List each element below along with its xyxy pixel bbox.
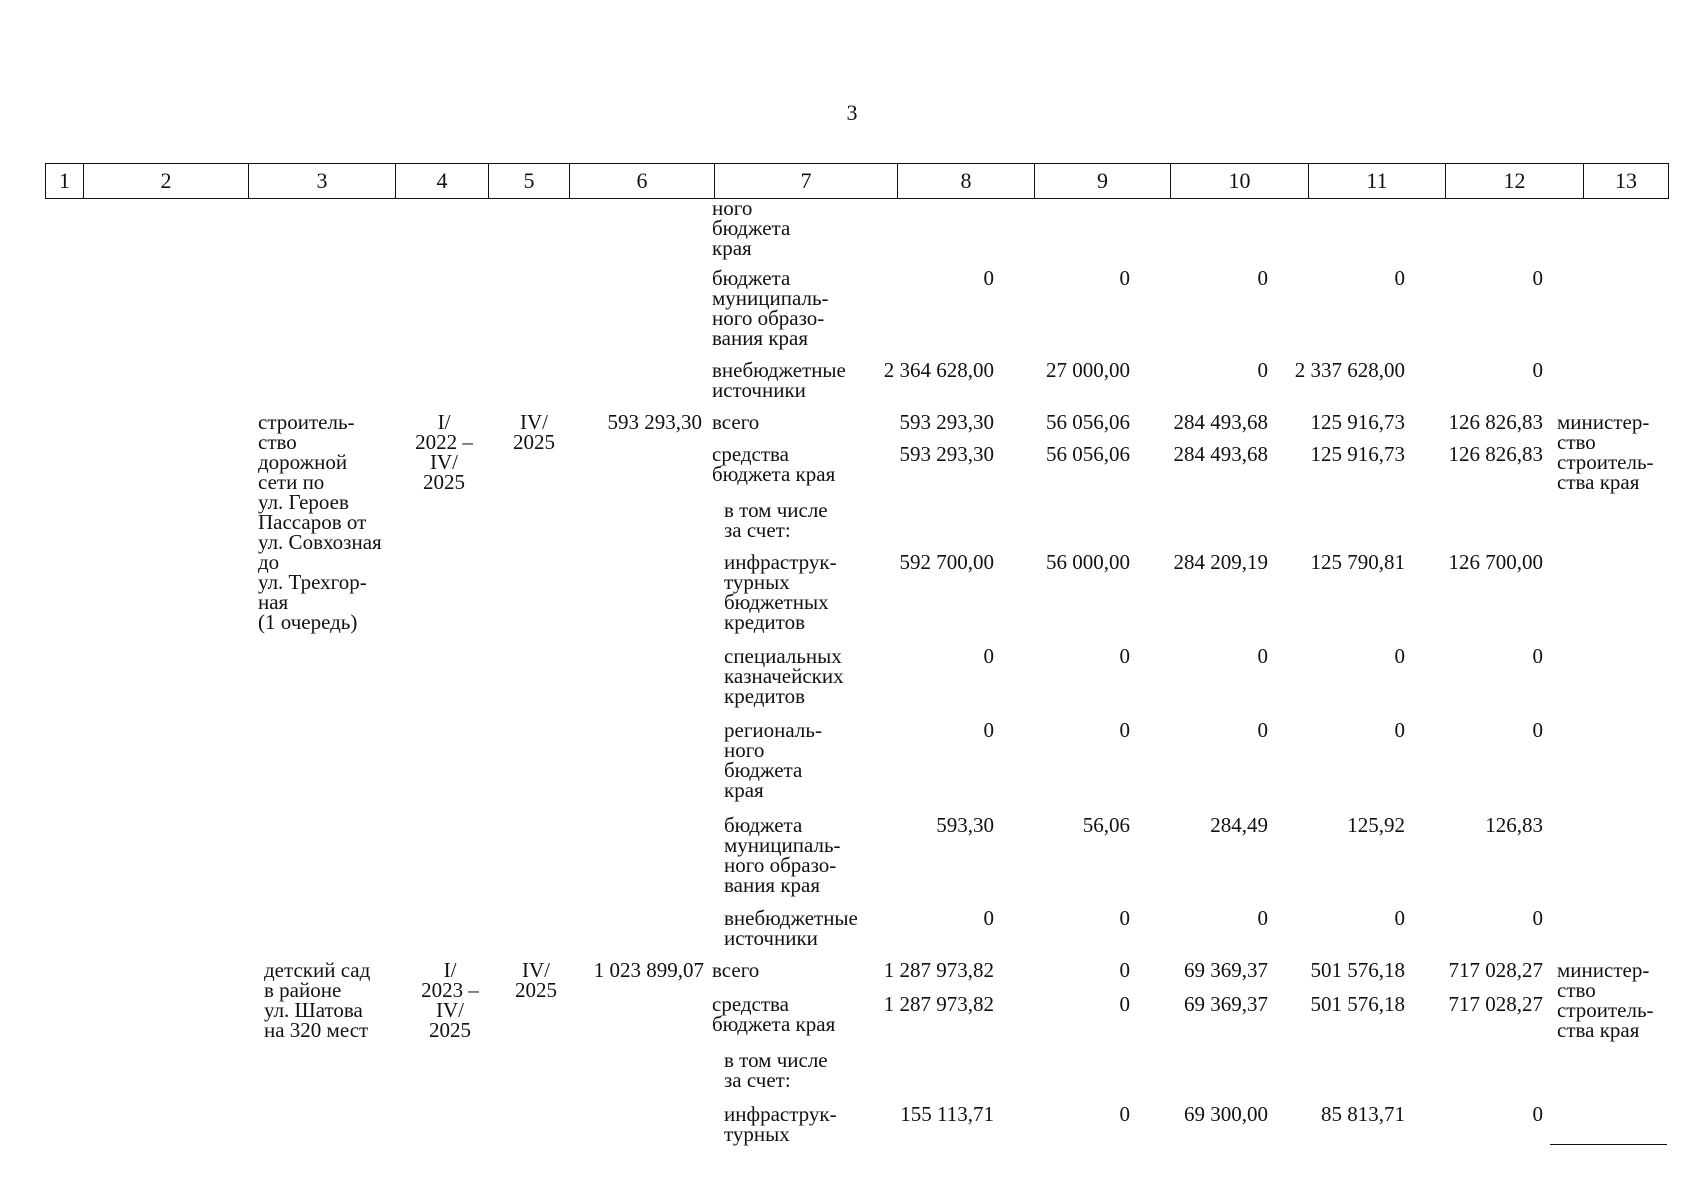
- value-cell: 0: [1394, 718, 1405, 742]
- end-period: [506, 412, 562, 452]
- row-label-line: бюджета: [724, 813, 803, 837]
- responsible-party-line: строитель-: [1557, 998, 1654, 1022]
- object-name-line: ство: [258, 430, 297, 454]
- object-name-line: дорожной: [258, 450, 348, 474]
- value-cell: 0: [1532, 644, 1543, 668]
- value-cell: 593 293,30: [899, 410, 994, 434]
- value-cell: 125 916,73: [1310, 442, 1405, 466]
- value-cell: 717 028,27: [1448, 958, 1543, 982]
- start-period-line: 2022 –: [415, 430, 473, 454]
- row-label-line: средства: [712, 992, 790, 1016]
- row-label-line: вания края: [724, 873, 821, 897]
- value-cell: 126,83: [1485, 813, 1543, 837]
- responsible-party: [1557, 960, 1654, 1040]
- row-label-line: турных: [724, 1122, 790, 1146]
- value-cell: 501 576,18: [1310, 992, 1405, 1016]
- row-label-line: кредитов: [724, 684, 805, 708]
- column-header: 5: [489, 164, 570, 199]
- value-cell: 717 028,27: [1448, 992, 1543, 1016]
- row-label-line: вания края: [712, 326, 809, 350]
- start-period-line: 2025: [423, 470, 465, 494]
- row-label: [712, 994, 835, 1034]
- value-cell: 284 493,68: [1173, 442, 1268, 466]
- row-label: [724, 552, 837, 632]
- row-label: [724, 646, 844, 706]
- value-cell: 125,92: [1347, 813, 1405, 837]
- start-period-line: I/: [437, 410, 451, 434]
- start-period-line: IV/: [436, 998, 464, 1022]
- row-label-line: ного: [724, 738, 765, 762]
- row-label-line: бюджета: [712, 216, 791, 240]
- row-label-line: бюджета края: [712, 1012, 836, 1036]
- value-cell: 593,30: [936, 813, 994, 837]
- row-label-line: края: [724, 778, 764, 802]
- column-header: 2: [84, 164, 249, 199]
- value-cell: 69 300,00: [1184, 1102, 1268, 1126]
- row-label: [724, 1050, 828, 1090]
- object-name-line: ул. Трехгор-: [258, 570, 367, 594]
- row-label: [712, 360, 846, 400]
- value-cell: 501 576,18: [1310, 958, 1405, 982]
- row-label: [724, 908, 858, 948]
- object-name-line: до: [258, 550, 280, 574]
- row-label-line: казначейских: [724, 664, 844, 688]
- row-label-line: инфраструк-: [724, 1102, 837, 1126]
- end-period-line: 2025: [513, 430, 555, 454]
- value-cell: 0: [1119, 266, 1130, 290]
- responsible-party-line: министер-: [1557, 958, 1650, 982]
- responsible-party-line: министер-: [1557, 410, 1650, 434]
- row-label-line: ного образо-: [724, 853, 837, 877]
- row-label-line: турных: [724, 570, 790, 594]
- value-cell: 69 369,37: [1184, 992, 1268, 1016]
- value-cell: 284 493,68: [1173, 410, 1268, 434]
- object-name-line: строитель-: [258, 410, 355, 434]
- object-name-line: сети по: [258, 470, 325, 494]
- value-cell: 2 364 628,00: [883, 358, 994, 382]
- row-label-line: внебюджетные: [712, 358, 846, 382]
- value-cell: 126 826,83: [1448, 410, 1543, 434]
- start-period-line: I/: [443, 958, 457, 982]
- value-cell: 56,06: [1082, 813, 1130, 837]
- row-label: [712, 268, 829, 348]
- row-label-line: всего: [712, 410, 760, 434]
- end-period: [508, 960, 564, 1000]
- value-cell: 0: [1394, 644, 1405, 668]
- row-label: [712, 198, 790, 258]
- row-label: [724, 720, 822, 800]
- row-label-line: специальных: [724, 644, 842, 668]
- object-name: [264, 960, 370, 1040]
- row-label: [724, 815, 841, 895]
- row-label: [712, 960, 759, 980]
- start-period: [412, 412, 476, 492]
- value-cell: 85 813,71: [1321, 1102, 1405, 1126]
- row-label-line: за счет:: [724, 518, 791, 542]
- estimated-cost: 593 293,30: [607, 410, 702, 434]
- column-header: 1: [46, 164, 84, 199]
- start-period: [418, 960, 482, 1040]
- object-name-line: в районе: [264, 978, 342, 1002]
- value-cell: 0: [1394, 906, 1405, 930]
- value-cell: 592 700,00: [899, 550, 994, 574]
- value-cell: 0: [1257, 358, 1268, 382]
- value-cell: 284 209,19: [1173, 550, 1268, 574]
- value-cell: 0: [1119, 1102, 1130, 1126]
- footer-rule: [1550, 1144, 1667, 1145]
- row-label-line: внебюджетные: [724, 906, 858, 930]
- start-period-line: 2023 –: [421, 978, 479, 1002]
- object-name-line: ул. Героев: [258, 490, 349, 514]
- row-label-line: в том числе: [724, 498, 828, 522]
- column-header: 10: [1171, 164, 1309, 199]
- row-label: [712, 412, 759, 432]
- responsible-party-line: ство: [1557, 430, 1596, 454]
- value-cell: 284,49: [1210, 813, 1268, 837]
- value-cell: 0: [1119, 644, 1130, 668]
- start-period-line: 2025: [429, 1018, 471, 1042]
- object-name-line: на 320 мест: [264, 1018, 369, 1042]
- value-cell: 0: [1119, 992, 1130, 1016]
- object-name: [258, 412, 382, 632]
- column-header: 13: [1584, 164, 1669, 199]
- value-cell: 126 826,83: [1448, 442, 1543, 466]
- row-label-line: в том числе: [724, 1048, 828, 1072]
- row-label-line: бюджета края: [712, 462, 836, 486]
- row-label-line: бюджета: [712, 266, 791, 290]
- object-name-line: ул. Шатова: [264, 998, 363, 1022]
- value-cell: 69 369,37: [1184, 958, 1268, 982]
- column-header: 11: [1309, 164, 1446, 199]
- row-label: [724, 1104, 837, 1144]
- row-label-line: источники: [712, 378, 806, 402]
- value-cell: 1 287 973,82: [883, 992, 994, 1016]
- value-cell: 56 056,06: [1046, 410, 1130, 434]
- row-label: [712, 444, 835, 484]
- value-cell: 0: [983, 906, 994, 930]
- responsible-party-line: ства края: [1557, 1018, 1640, 1042]
- value-cell: 126 700,00: [1448, 550, 1543, 574]
- value-cell: 0: [1257, 266, 1268, 290]
- column-header: 8: [898, 164, 1035, 199]
- row-label-line: бюджетных: [724, 590, 829, 614]
- row-label-line: муниципаль-: [724, 833, 841, 857]
- row-label-line: региональ-: [724, 718, 822, 742]
- row-label-line: ного: [712, 196, 753, 220]
- object-name-line: ная: [258, 590, 289, 614]
- column-header: 4: [396, 164, 489, 199]
- value-cell: 125 790,81: [1310, 550, 1405, 574]
- end-period-line: IV/: [520, 410, 548, 434]
- value-cell: 56 000,00: [1046, 550, 1130, 574]
- end-period-line: 2025: [515, 978, 557, 1002]
- value-cell: 0: [1119, 906, 1130, 930]
- value-cell: 0: [1532, 1102, 1543, 1126]
- value-cell: 0: [1394, 266, 1405, 290]
- column-header: 9: [1035, 164, 1171, 199]
- estimated-cost: 1 023 899,07: [593, 958, 704, 982]
- value-cell: 2 337 628,00: [1294, 358, 1405, 382]
- value-cell: 56 056,06: [1046, 442, 1130, 466]
- value-cell: 0: [1119, 718, 1130, 742]
- value-cell: 0: [983, 644, 994, 668]
- column-header: 6: [570, 164, 715, 199]
- column-header: 3: [249, 164, 396, 199]
- value-cell: 0: [1257, 906, 1268, 930]
- responsible-party: [1557, 412, 1654, 492]
- row-label-line: кредитов: [724, 610, 805, 634]
- value-cell: 0: [983, 266, 994, 290]
- column-header: 7: [715, 164, 898, 199]
- value-cell: 155 113,71: [900, 1102, 994, 1126]
- responsible-party-line: ство: [1557, 978, 1596, 1002]
- row-label-line: источники: [724, 926, 818, 950]
- value-cell: 0: [1119, 958, 1130, 982]
- responsible-party-line: строитель-: [1557, 450, 1654, 474]
- value-cell: 0: [983, 718, 994, 742]
- row-label-line: средства: [712, 442, 790, 466]
- value-cell: 0: [1532, 358, 1543, 382]
- object-name-line: (1 очередь): [258, 610, 358, 634]
- value-cell: 593 293,30: [899, 442, 994, 466]
- end-period-line: IV/: [522, 958, 550, 982]
- row-label-line: всего: [712, 958, 760, 982]
- value-cell: 0: [1532, 718, 1543, 742]
- column-number-header: [45, 163, 1669, 199]
- value-cell: 1 287 973,82: [883, 958, 994, 982]
- start-period-line: IV/: [430, 450, 458, 474]
- row-label-line: бюджета: [724, 758, 803, 782]
- row-label-line: за счет:: [724, 1068, 791, 1092]
- object-name-line: ул. Совхозная: [258, 530, 382, 554]
- row-label-line: инфраструк-: [724, 550, 837, 574]
- value-cell: 0: [1532, 906, 1543, 930]
- row-label: [724, 500, 828, 540]
- value-cell: 125 916,73: [1310, 410, 1405, 434]
- value-cell: 0: [1532, 266, 1543, 290]
- responsible-party-line: ства края: [1557, 470, 1640, 494]
- value-cell: 0: [1257, 718, 1268, 742]
- row-label-line: муниципаль-: [712, 286, 829, 310]
- page-number: 3: [846, 100, 858, 125]
- object-name-line: Пассаров от: [258, 510, 367, 534]
- column-header: 12: [1446, 164, 1584, 199]
- row-label-line: края: [712, 236, 752, 260]
- object-name-line: детский сад: [264, 958, 371, 982]
- value-cell: 27 000,00: [1046, 358, 1130, 382]
- value-cell: 0: [1257, 644, 1268, 668]
- row-label-line: ного образо-: [712, 306, 825, 330]
